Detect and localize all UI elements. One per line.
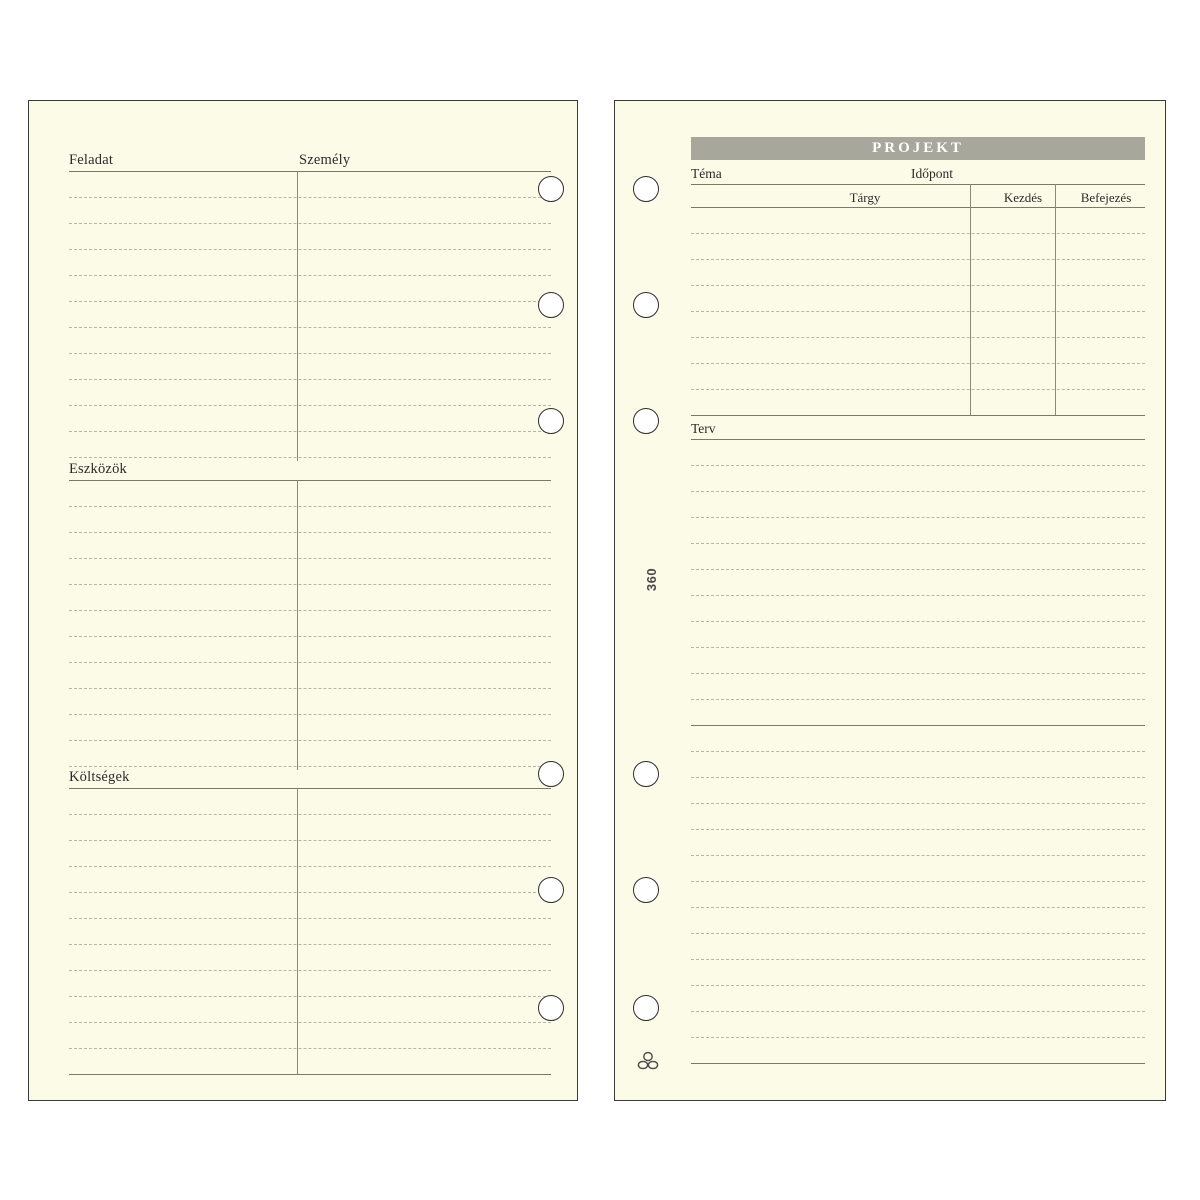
dotted-rule xyxy=(691,543,1145,544)
rule-terv-mid xyxy=(691,725,1145,726)
punch-hole-icon xyxy=(633,995,659,1021)
dotted-rule xyxy=(69,714,551,715)
dotted-rule xyxy=(691,855,1145,856)
dotted-rule xyxy=(69,249,551,250)
rule-feladat-top xyxy=(69,171,551,172)
field-label-tema: Téma xyxy=(691,166,722,181)
dotted-rule xyxy=(69,740,551,741)
punch-hole-icon xyxy=(538,761,564,787)
dotted-rule xyxy=(691,985,1145,986)
filofax-logo-icon xyxy=(636,1050,660,1072)
column-header-befejezes: Befejezés xyxy=(1080,190,1132,205)
rule-terv-bottom xyxy=(691,1063,1145,1064)
dotted-rule xyxy=(69,866,551,867)
dotted-rule xyxy=(691,829,1145,830)
page-number: 360 xyxy=(644,567,660,592)
dotted-rule xyxy=(69,636,551,637)
dotted-rule xyxy=(69,584,551,585)
column-header-kezdes: Kezdés xyxy=(1003,190,1043,205)
section-label-koltsegek: Költségek xyxy=(69,769,130,785)
dotted-rule xyxy=(691,881,1145,882)
dotted-rule xyxy=(691,699,1145,700)
projekt-header-bar: PROJEKT xyxy=(691,137,1145,160)
dotted-rule xyxy=(691,285,1145,286)
dotted-rule xyxy=(691,803,1145,804)
left-page-content xyxy=(69,101,549,1100)
punch-hole-icon xyxy=(538,292,564,318)
dotted-rule xyxy=(69,431,551,432)
dotted-rule xyxy=(691,337,1145,338)
dotted-rule xyxy=(69,766,551,767)
dotted-rule xyxy=(691,517,1145,518)
rule-table-bottom xyxy=(691,415,1145,416)
dotted-rule xyxy=(69,1048,551,1049)
right-page xyxy=(614,100,1166,1101)
rule-terv-top xyxy=(691,439,1145,440)
dotted-rule xyxy=(69,996,551,997)
dotted-rule xyxy=(691,595,1145,596)
dotted-rule xyxy=(691,1011,1145,1012)
column-divider xyxy=(297,788,298,1074)
dotted-rule xyxy=(691,907,1145,908)
dotted-rule xyxy=(691,621,1145,622)
dotted-rule xyxy=(691,959,1145,960)
punch-hole-icon xyxy=(633,292,659,318)
dotted-rule xyxy=(69,558,551,559)
section-label-feladat: Feladat xyxy=(69,152,114,168)
dotted-rule xyxy=(69,944,551,945)
dotted-rule xyxy=(691,673,1145,674)
dotted-rule xyxy=(69,353,551,354)
dotted-rule xyxy=(69,197,551,198)
dotted-rule xyxy=(69,275,551,276)
section-label-szemely: Személy xyxy=(299,152,351,168)
section-label-eszkozok: Eszközök xyxy=(69,461,127,477)
column-divider xyxy=(297,480,298,770)
punch-hole-icon xyxy=(633,176,659,202)
dotted-rule xyxy=(69,532,551,533)
dotted-rule xyxy=(691,569,1145,570)
dotted-rule xyxy=(69,1022,551,1023)
dotted-rule xyxy=(69,457,551,458)
punch-hole-icon xyxy=(538,176,564,202)
dotted-rule xyxy=(691,311,1145,312)
dotted-rule xyxy=(691,1037,1145,1038)
dotted-rule xyxy=(69,223,551,224)
dotted-rule xyxy=(691,389,1145,390)
rule-koltsegek-top xyxy=(69,788,551,789)
dotted-rule xyxy=(691,647,1145,648)
dotted-rule xyxy=(69,662,551,663)
dotted-rule xyxy=(691,259,1145,260)
field-label-idopont: Időpont xyxy=(911,166,953,181)
dotted-rule xyxy=(69,379,551,380)
rule-koltsegek-bottom xyxy=(69,1074,551,1075)
right-page-content xyxy=(615,101,1165,1100)
rule-table-head xyxy=(691,207,1145,208)
punch-hole-icon xyxy=(538,408,564,434)
dotted-rule xyxy=(69,840,551,841)
left-page xyxy=(28,100,578,1101)
punch-hole-icon xyxy=(633,877,659,903)
dotted-rule xyxy=(69,814,551,815)
dotted-rule xyxy=(69,506,551,507)
punch-hole-icon xyxy=(538,995,564,1021)
dotted-rule xyxy=(69,918,551,919)
dotted-rule xyxy=(691,933,1145,934)
rule-eszkozok-top xyxy=(69,480,551,481)
punch-hole-icon xyxy=(633,761,659,787)
dotted-rule xyxy=(69,610,551,611)
column-divider xyxy=(297,171,298,461)
dotted-rule xyxy=(69,970,551,971)
column-header-targy: Tárgy xyxy=(849,190,881,205)
dotted-rule xyxy=(69,688,551,689)
dotted-rule xyxy=(691,465,1145,466)
dotted-rule xyxy=(69,405,551,406)
dotted-rule xyxy=(691,491,1145,492)
field-label-terv: Terv xyxy=(691,421,716,436)
column-divider-kezdes xyxy=(970,184,971,415)
dotted-rule xyxy=(691,233,1145,234)
dotted-rule xyxy=(691,751,1145,752)
dotted-rule xyxy=(69,892,551,893)
column-divider-befejezes xyxy=(1055,184,1056,415)
dotted-rule xyxy=(69,327,551,328)
rule-tema xyxy=(691,184,1145,185)
dotted-rule xyxy=(69,301,551,302)
punch-hole-icon xyxy=(633,408,659,434)
dotted-rule xyxy=(691,777,1145,778)
punch-hole-icon xyxy=(538,877,564,903)
dotted-rule xyxy=(691,363,1145,364)
